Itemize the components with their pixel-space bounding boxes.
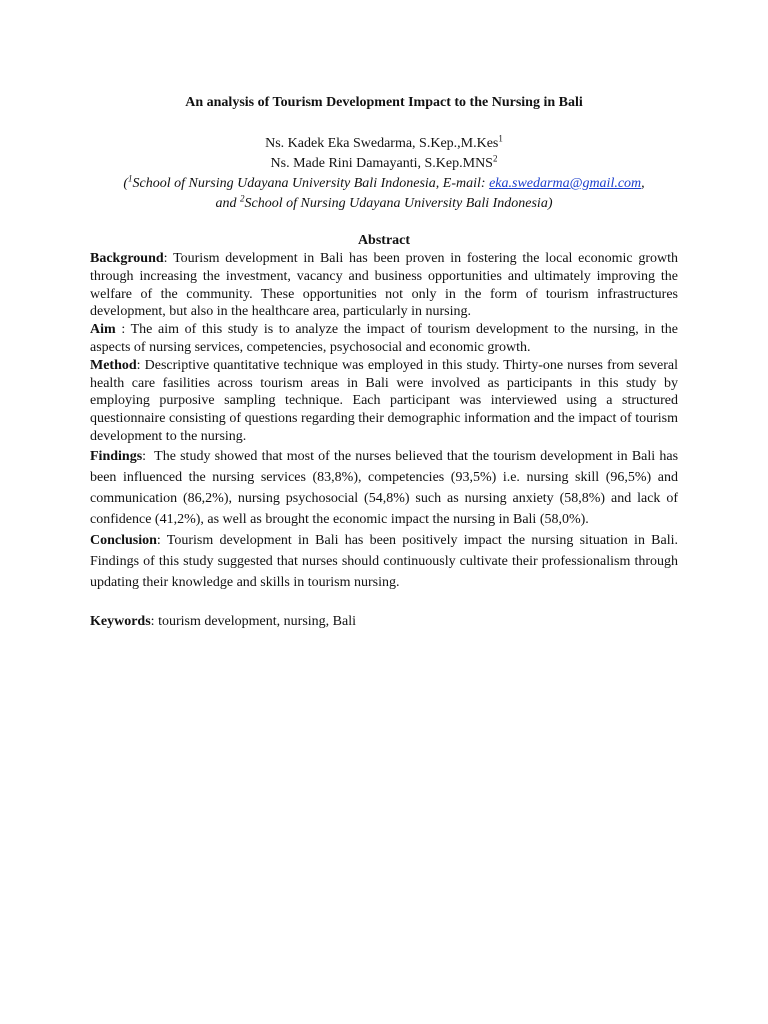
background-sep: : — [163, 251, 174, 266]
abstract-method — [90, 357, 678, 446]
affiliation-2-mark: 2 — [240, 193, 245, 204]
findings-sep: : — [142, 448, 155, 464]
affiliation-open-paren: ( — [123, 176, 128, 191]
conclusion-label: Conclusion — [90, 532, 157, 548]
conclusion-text: Tourism development in Bali has been positively impact the nursing situation in Bali. Findings of this study suggested that nurses should continuously cultivate their professionalism through updating their knowledge and skills in tourism nursing. — [90, 532, 678, 590]
author-2-affiliation-mark: 2 — [492, 153, 498, 164]
aim-label: Aim — [90, 322, 116, 338]
affiliation-line-1 — [90, 174, 678, 194]
method-text: Descriptive quantitative technique was employed in this study. Thirty-one nurses from several health care fasilities across tourism areas in Bali were involved as participants in this study by employing purposive sampling technique. Each participant was interviewed using a structured questionnaire consisting of questions regarding their demographic information and the impact of tourism development to the nursing. — [90, 357, 678, 444]
keywords-sep: : — [150, 613, 159, 629]
method-sep: : — [136, 357, 145, 373]
abstract-aim — [90, 321, 678, 357]
background-text: Tourism development in Bali has been proven in fostering the local economic growth through increasing the investment, vacancy and business opportunities and ultimately improving the welfare of the community. These opportunities not only in the form of tourism infrastructures development, but also in the healthcare area, particularly in nursing. — [90, 251, 679, 320]
abstract-heading: Abstract — [357, 233, 411, 248]
keywords-label: Keywords — [90, 613, 151, 629]
findings-text: The study showed that most of the nurses believed that the tourism development in Bali has been influenced the nursing services (83,8%), competencies (93,5%) i.e. nursing skill (96,5%) and communication (86,2%), nursing psychosocial (54,8%) such as nursing anxiety (58,8%) and lack of confidence (41,2%), as well as brought the economic impact the nursing in Bali (58,0%). — [90, 448, 679, 527]
affiliation-line-2 — [90, 194, 678, 214]
paper-page — [90, 94, 678, 631]
keywords-text: tourism development, nursing, Bali — [158, 613, 356, 629]
method-label: Method — [90, 357, 137, 373]
author-2-name: Ns. Made Rini Damayanti, S.Kep.MNS — [270, 156, 493, 171]
affiliations — [90, 174, 678, 214]
background-label: Background — [90, 251, 164, 266]
affiliation-1-mark: 1 — [128, 173, 133, 184]
author-list — [90, 134, 678, 174]
findings-label: Findings — [90, 448, 143, 464]
abstract-findings — [90, 446, 678, 530]
aim-text: The aim of this study is to analyze the impact of tourism development to the nursing, in the aspects of nursing services, competencies, psychosocial and economic growth. — [90, 322, 678, 355]
paper-title: An analysis of Tourism Development Impact to the Nursing in Bali — [185, 95, 583, 110]
aim-sep: : — [115, 322, 131, 338]
affiliation-1-text: School of Nursing Udayana University Bali Indonesia, E-mail: — [132, 176, 490, 191]
author-1-name: Ns. Kadek Eka Swedarma, S.Kep.,M.Kes — [265, 136, 499, 151]
abstract-conclusion — [90, 530, 678, 593]
affiliation-and: and — [215, 196, 241, 211]
affiliation-2-text: School of Nursing Udayana University Bali Indonesia) — [244, 196, 553, 211]
author-1-affiliation-mark: 1 — [498, 133, 503, 144]
author-1 — [90, 134, 678, 154]
author-email-link[interactable]: eka.swedarma@gmail.com — [489, 176, 642, 191]
abstract-background — [90, 250, 678, 321]
keywords — [90, 613, 678, 631]
affiliation-comma: , — [641, 176, 645, 191]
conclusion-sep: : — [156, 532, 167, 548]
author-2 — [90, 154, 678, 174]
